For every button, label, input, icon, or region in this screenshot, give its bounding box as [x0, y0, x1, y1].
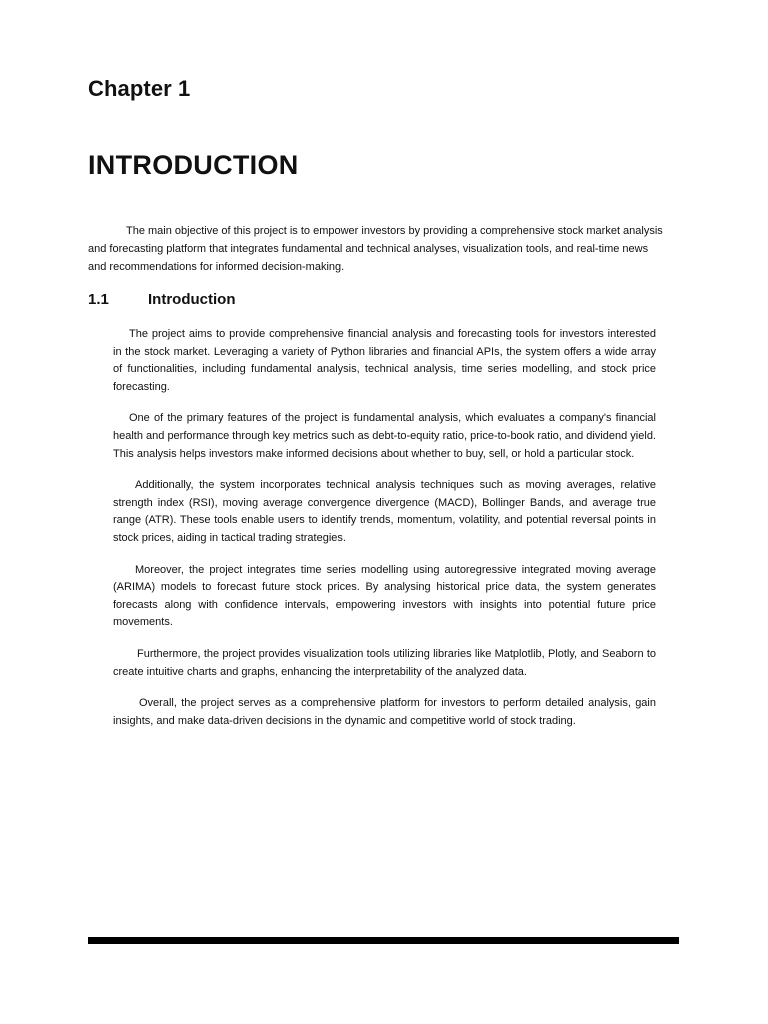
body-paragraph: Moreover, the project integrates time series modelling using autoregressive integrated moving average (ARIMA) models to forecast future stock prices. By analysing historical price data, the system generates forecasts along with confidence intervals, empowering investors with insights into potential future price movements. — [113, 563, 656, 629]
body-paragraph: The project aims to provide comprehensive financial analysis and forecasting tools for investors interested in the stock market. Leveraging a variety of Python libraries and financial APIs, the system offers a wide array of functionalities, including fundamental analysis, technical analysis, time series modelling, and stock price forecasting. — [113, 328, 656, 393]
chapter-intro-paragraph: The main objective of this project is to empower investors by providing a comprehensive stock market analysis and forecasting platform that integrates fundamental and technical analyses, visualization tools, and real-time news and recommendations for informed decision-making. — [88, 225, 663, 273]
body-paragraph: One of the primary features of the project is fundamental analysis, which evaluates a company's financial health and performance through key metrics such as debt-to-equity ratio, price-to-book ratio, and dividend yield. This analysis helps investors make informed decisions about whether to buy, sell, or hold a particular stock. — [113, 412, 656, 460]
body-paragraph: Furthermore, the project provides visualization tools utilizing libraries like Matplotlib, Plotly, and Seaborn to create intuitive charts and graphs, enhancing the interpretability of the analyzed data. — [113, 647, 656, 678]
section-body — [113, 326, 656, 744]
body-paragraph: Additionally, the system incorporates technical analysis techniques such as moving averages, relative strength index (RSI), moving average convergence divergence (MACD), Bollinger Bands, and average true range (ATR). These tools enable users to identify trends, momentum, volatility, and potential reversal points in stock prices, aiding in tactical trading strategies. — [113, 479, 656, 544]
footer-rule — [88, 937, 679, 944]
section-title: Introduction — [148, 291, 236, 308]
chapter-label: Chapter 1 — [88, 76, 191, 101]
chapter-title: INTRODUCTION — [88, 150, 299, 180]
section-heading — [88, 291, 235, 308]
body-paragraph: Overall, the project serves as a comprehensive platform for investors to perform detailed analysis, gain insights, and make data-driven decisions in the dynamic and competitive world of stock trading. — [113, 697, 656, 727]
section-number: 1.1 — [88, 291, 109, 308]
